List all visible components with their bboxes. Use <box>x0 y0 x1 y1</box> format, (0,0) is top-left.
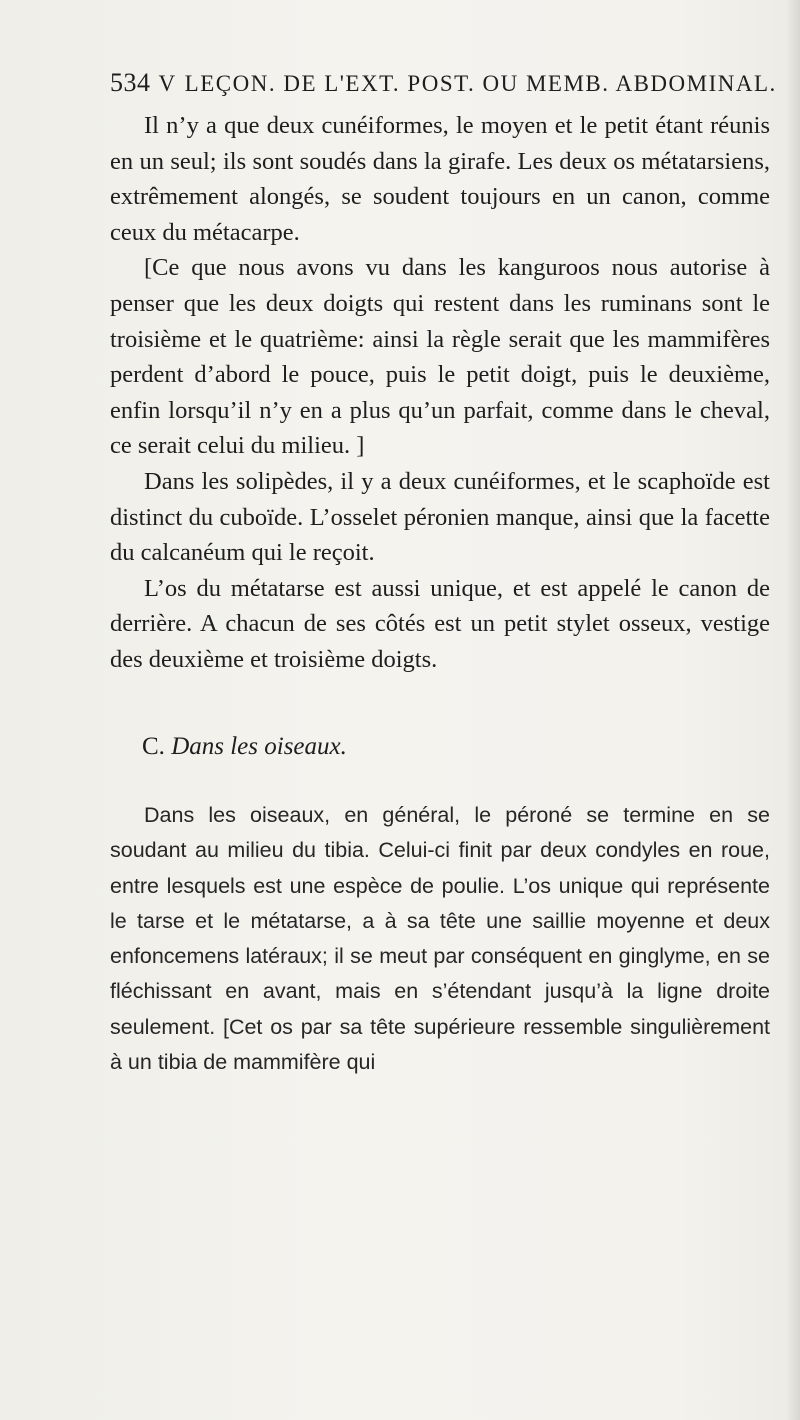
page-number: 534 <box>110 68 151 97</box>
paragraph: Dans les oiseaux, en général, le péroné se termine en se soudant au milieu du tibia. Celui-ci finit par deux condyles en roue, entre lesquels est une espèce de poulie. L’os unique qui représente le tarse et le métatarse, a à sa tête une saillie moyenne et deux enfoncemens latéraux; il se meut par conséquent en ginglyme, en se fléchissant en avant, mais en s’étendant jusqu’à la ligne droite seulement. [Cet os par sa tête supérieure ressemble singulièrement à un tibia de mammifère qui <box>110 803 770 1075</box>
paragraph: [Ce que nous avons vu dans les kanguroos nous autorise à penser que les deux doigts qui restent dans les ruminans sont le troisième et le quatrième: ainsi la règle serait que les mammifères perdent d’abord le pouce, puis le petit doigt, puis le deuxième, enfin lorsqu’il n’y en a plus qu’un parfait, comme dans le cheval, ce serait celui du milieu. ] <box>110 254 770 460</box>
section-letter: C. <box>142 733 165 760</box>
page-edge-shadow <box>786 0 800 1420</box>
paragraph: Il n’y a que deux cunéiformes, le moyen et le petit étant réunis en un seul; ils sont soudés dans la girafe. Les deux os métatarsiens, extrêmement alongés, se soudent toujours en un canon, comme ceux du métacarpe. <box>110 112 770 246</box>
running-header <box>110 68 777 98</box>
header-title: LEÇON. DE L'EXT. POST. OU MEMB. ABDOMINAL. <box>184 71 777 96</box>
paragraph: Dans les solipèdes, il y a deux cunéiformes, et le scaphoïde est distinct du cuboïde. L’osselet péronien manque, ainsi que la facette du calcanéum qui le reçoit. <box>110 467 770 567</box>
paragraph: L’os du métatarse est aussi unique, et est appelé le canon de derrière. A chacun de ses côtés est un petit stylet osseux, vestige des deuxième et troisième doigts. <box>110 574 770 673</box>
section-heading <box>142 733 347 761</box>
body-text <box>110 108 770 678</box>
body-text-section-c <box>110 798 770 1080</box>
section-title: Dans les oiseaux. <box>171 733 347 760</box>
lesson-number: V <box>158 71 177 96</box>
